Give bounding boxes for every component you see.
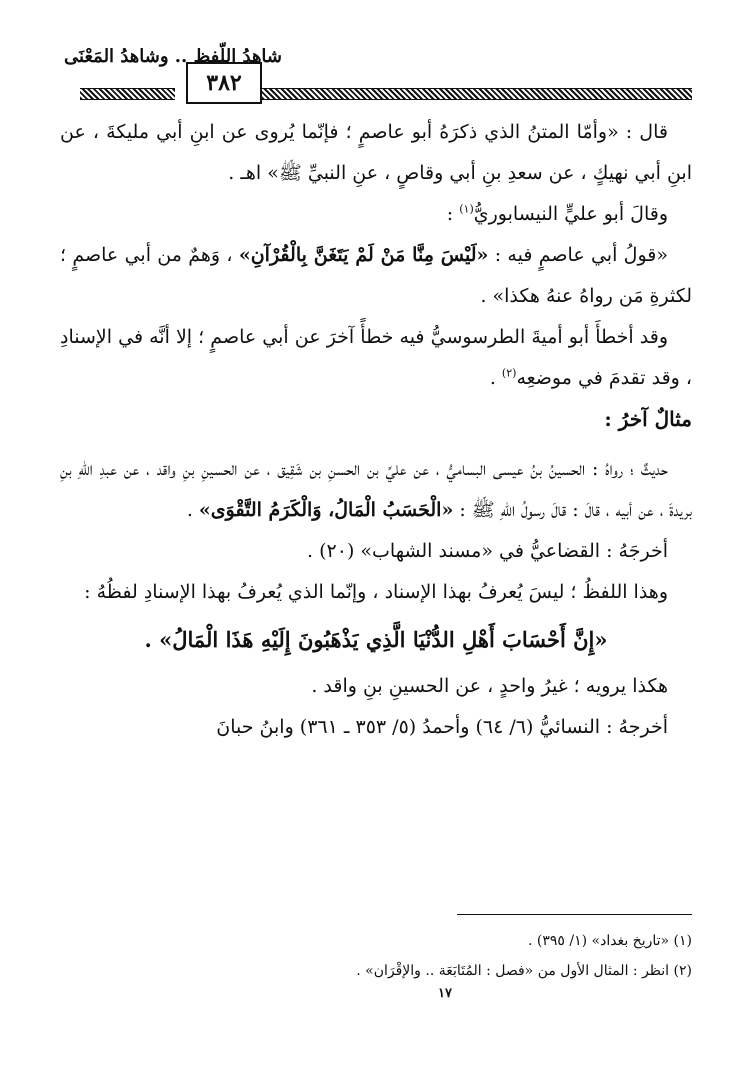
paragraph-7: وهذا اللفظُ ؛ ليسَ يُعرفُ بهذا الإسناد ، وإنّما الذي يُعرفُ بهذا الإسنادِ لفظُهُ :: [84, 581, 668, 603]
paragraph-1: قال : «وأمّا المتنُ الذي ذكرَهُ أبو عاصمٍ ؛ فإنّما يُروى عن ابنِ أبي مليكةَ ، عن ابنِ أبي نهيكٍ ، عن سعدِ بنِ أبي وقاصٍ ، عنِ النبيِّ ﷺ» اهـ .: [60, 121, 692, 184]
paragraph-5-text: حديثٌ ؛ رواهُ : الحسينُ بنُ عيسى البساميُّ ، عن عليِّ بن الحسنِ بن شَقِيق ، عن الحسينِ بنِ واقد ، عن عبدِ اللهِ بنِ بريدةَ ، عن أبيه ، قالَ : قالَ رسولُ اللهِ ﷺ :: [60, 458, 692, 521]
footnote-ref-2[interactable]: (٢): [501, 366, 517, 380]
paragraph-9: هكذا يرويه ؛ غيرُ واحدٍ ، عن الحسينِ بنِ واقد .: [311, 675, 668, 697]
footnote-divider: [457, 914, 692, 915]
header-rule-right: [262, 88, 692, 100]
paragraph-3-open: «قولُ أبي عاصمٍ فيه :: [488, 244, 669, 266]
paragraph-5: [60, 449, 692, 531]
hadith-quote-1: «لَيْسَ مِنَّا مَنْ لَمْ يَتَغَنَّ بِالْقُرْآنِ»: [238, 244, 489, 266]
paragraph-5-end: .: [186, 499, 199, 521]
paragraph-2-text: وقالَ أبو عليٍّ النيسابوريُّ: [473, 203, 668, 225]
hadith-quote-2: «الْحَسَبُ الْمَالُ، وَالْكَرَمُ التَّقْوَى»: [198, 499, 454, 521]
hadith-quote-3: «إِنَّ أَحْسَابَ أَهْلِ الدُّنْيَا الَّذِي يَذْهَبُونَ إِلَيْهِ هَذَا الْمَالُ» .: [144, 627, 608, 652]
paragraph-4-end: .: [489, 367, 502, 389]
paragraph-2-end: :: [446, 203, 460, 225]
body-text: [60, 112, 692, 748]
header-rule-left: [80, 88, 175, 100]
running-title: شاهدُ اللّفظ .. وشاهدُ المَعْنَى: [64, 46, 282, 67]
paragraph-10: أخرجهُ : النسائيُّ (٦/ ٦٤) وأحمدُ (٥/ ٣٥٣ ـ ٣٦١) وابنُ حبانَ: [216, 716, 668, 738]
paragraph-3-rest: ، وَهمٌ من أبي عاصمٍ ؛ لكثرةِ مَن رواهُ عنهُ هكذا» .: [60, 244, 692, 307]
paragraph-4: [60, 317, 692, 399]
footnote-1: (١) «تاريخ بغداد» (١/ ٣٩٥) .: [527, 933, 692, 949]
footnote-2: (٢) انظر : المثال الأول من «فصل : المُتَابَعَة .. والإقْرَان» .: [356, 963, 692, 979]
paragraph-6: أخرجَهُ : القضاعيُّ في «مسند الشهاب» (٢٠) .: [307, 540, 668, 562]
paragraph-4-text: وقد أخطأَ أبو أميةَ الطرسوسيُّ فيه خطأً آخرَ عن أبي عاصمٍ ؛ إلا أنَّه في الإسنادِ ، وقد تقدمَ في موضعِه: [60, 326, 692, 389]
page-number: ٣٨٢: [186, 62, 262, 104]
paragraph-3: [60, 235, 692, 317]
footnotes: [60, 926, 692, 986]
printer-signature: ١٧: [438, 986, 452, 1001]
section-heading: مثالٌ آخرُ :: [604, 407, 692, 431]
paragraph-2: [60, 194, 692, 235]
footnote-ref-1[interactable]: (١): [459, 202, 474, 216]
